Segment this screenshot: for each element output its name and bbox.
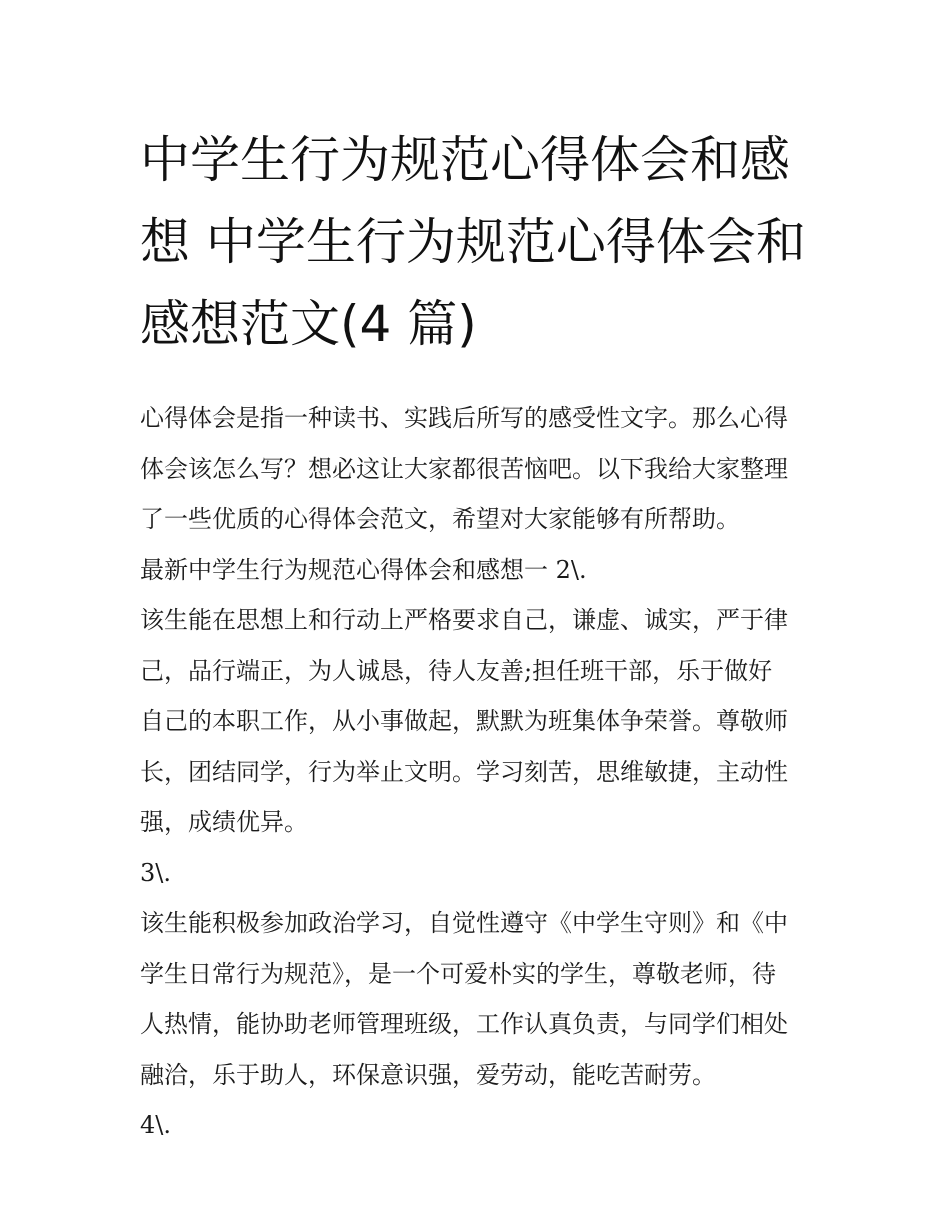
- section-heading: [140, 545, 812, 596]
- text-line: 了一些优质的心得体会范文，希望对大家能够有所帮助。: [140, 505, 740, 533]
- text-line: 人热情，能协助老师管理班级，工作认真负责，与同学们相处: [140, 1010, 788, 1038]
- document-title: [140, 0, 812, 365]
- text-line: 最新中学生行为规范心得体会和感想一 2\.: [140, 555, 587, 584]
- text-line: 自己的本职工作，从小事做起，默默为班集体争荣誉。尊敬师: [140, 707, 788, 735]
- title-line: 中学生行为规范心得体会和感: [140, 131, 790, 189]
- intro-paragraph: [140, 393, 812, 545]
- text-line: 融洽，乐于助人，环保意识强，爱劳动，能吃苦耐劳。: [140, 1060, 716, 1089]
- text-line: 该生能积极参加政治学习，自觉性遵守《中学生守则》和《中: [140, 909, 788, 937]
- text-line: 强，成绩优异。: [140, 808, 308, 836]
- text-line: 4\.: [140, 1111, 171, 1139]
- body-paragraph: [140, 898, 812, 1100]
- text-line: 长，团结同学，行为举止文明。学习刻苦，思维敏捷，主动性: [140, 757, 788, 786]
- document-page: [140, 0, 812, 1151]
- text-line: 心得体会是指一种读书、实践后所写的感受性文字。那么心得: [140, 404, 788, 432]
- text-line: 体会该怎么写？想必这让大家都很苦恼吧。以下我给大家整理: [140, 454, 788, 483]
- document-body: [140, 393, 812, 1151]
- text-line: 己，品行端正，为人诚恳，待人友善;担任班干部，乐于做好: [140, 656, 773, 685]
- section-number: [140, 848, 812, 899]
- text-line: 学生日常行为规范》，是一个可爱朴实的学生，尊敬老师，待: [140, 959, 776, 988]
- title-line: 想 中学生行为规范心得体会和: [140, 213, 806, 271]
- text-line: 3\.: [140, 858, 171, 887]
- section-number: [140, 1100, 812, 1151]
- text-line: 该生能在思想上和行动上严格要求自己，谦虚、诚实，严于律: [140, 606, 788, 634]
- title-line: 感想范文(4 篇): [140, 295, 477, 353]
- body-paragraph: [140, 595, 812, 848]
